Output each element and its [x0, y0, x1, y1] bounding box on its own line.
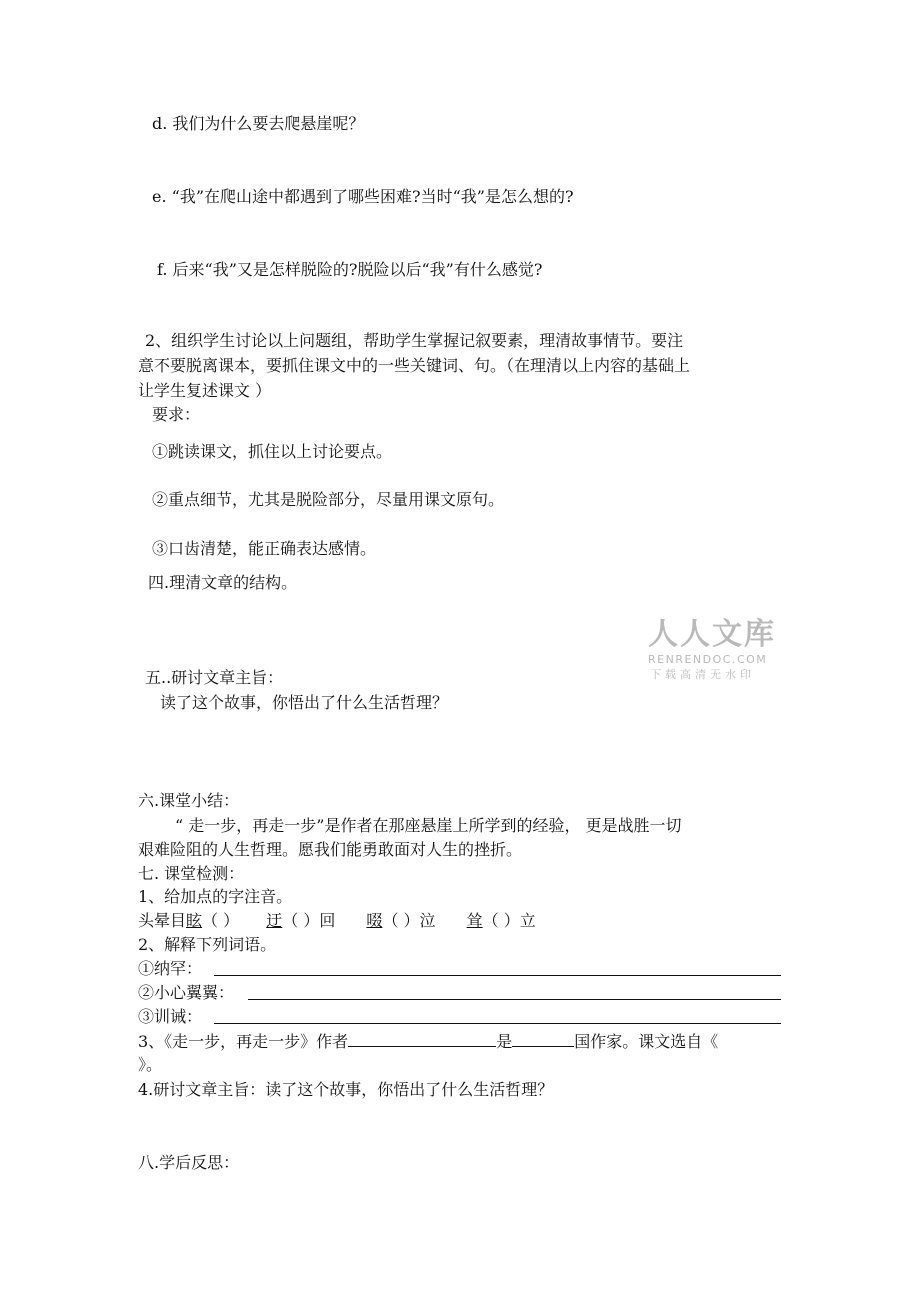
q1-item-b-char: 迂	[266, 911, 283, 930]
q3-part1: 3、《走一步，再走一步》作者	[138, 1032, 349, 1051]
question-e: e. “我”在爬山途中都遇到了哪些困难?当时“我”是怎么想的?	[152, 187, 574, 206]
q2-answer-line-3[interactable]	[214, 1023, 781, 1024]
q3-part2: 是	[496, 1032, 513, 1051]
q2-item-2: ②小心翼翼：	[138, 983, 235, 1002]
section2-line1: 2、组织学生讨论以上问题组，帮助学生掌握记叙要素，理清故事情节。要注	[145, 331, 684, 350]
q1-items	[138, 910, 536, 932]
watermark-subtitle: 下载高清无水印	[650, 668, 755, 681]
q1-item-d-blank: （ ）立	[482, 911, 536, 930]
q1-item-c-blank: （ ）泣	[382, 911, 436, 930]
q1-item-a-prefix: 头晕目	[138, 911, 187, 930]
question-f: f. 后来“我”又是怎样脱险的?脱险以后“我”有什么感觉?	[157, 260, 543, 279]
q1-item-b-blank: （ ）回	[282, 911, 336, 930]
q3-author-blank[interactable]	[348, 1030, 496, 1047]
requirement-1: ①跳读课文，抓住以上讨论要点。	[152, 442, 393, 461]
section6-line1: “ 走一步，再走一步”是作者在那座悬崖上所学到的经验， 更是战胜一切	[175, 816, 682, 835]
section2-line3: 让学生复述课文 ）	[138, 381, 272, 400]
requirement-2: ②重点细节，尤其是脱险部分，尽量用课文原句。	[152, 490, 505, 509]
section8-title: 八.学后反思：	[138, 1153, 240, 1172]
section4-title: 四.理清文章的结构。	[148, 573, 298, 592]
q1-item-d-char: 耸	[466, 911, 483, 930]
q1-title: 1、给加点的字注音。	[138, 887, 293, 906]
requirements-label: 要求：	[152, 405, 201, 424]
q2-title: 2、解释下列词语。	[138, 935, 277, 954]
q2-answer-line-2[interactable]	[248, 999, 781, 1000]
watermark-logo: 人人文库	[648, 617, 776, 652]
question-d: d. 我们为什么要去爬悬崖呢？	[152, 114, 365, 133]
q3-part3: 国作家。课文选自《	[574, 1032, 719, 1051]
q4: 4.研讨文章主旨：读了这个故事，你悟出了什么生活哲理？	[138, 1080, 554, 1099]
section5-question: 读了这个故事，你悟出了什么生活哲理？	[160, 693, 449, 712]
q1-item-a-blank: （ ）	[202, 911, 240, 930]
section5-title: 五..研讨文章主旨：	[145, 668, 284, 687]
q2-answer-line-1[interactable]	[214, 975, 781, 976]
q1-item-a-char: 眩	[186, 911, 203, 930]
watermark-url: RENRENDOC.COM	[648, 653, 768, 666]
section6-line2: 艰难险阻的人生哲理。愿我们能勇敢面对人生的挫折。	[138, 840, 523, 859]
section6-title: 六.课堂小结：	[138, 791, 240, 810]
q3-country-blank[interactable]	[512, 1030, 574, 1047]
q2-item-1: ①纳罕：	[138, 959, 203, 978]
q2-item-3: ③训诫：	[138, 1007, 203, 1026]
q3-line	[138, 1030, 718, 1053]
requirement-3: ③口齿清楚，能正确表达感情。	[152, 539, 377, 558]
section2-line2: 意不要脱离课本，要抓住课文中的一些关键词、句。（在理清以上内容的基础上	[138, 356, 691, 375]
q3-part4: 》。	[138, 1055, 163, 1074]
q1-item-c-char: 啜	[366, 911, 383, 930]
section7-title: 七. 课堂检测：	[138, 864, 245, 883]
